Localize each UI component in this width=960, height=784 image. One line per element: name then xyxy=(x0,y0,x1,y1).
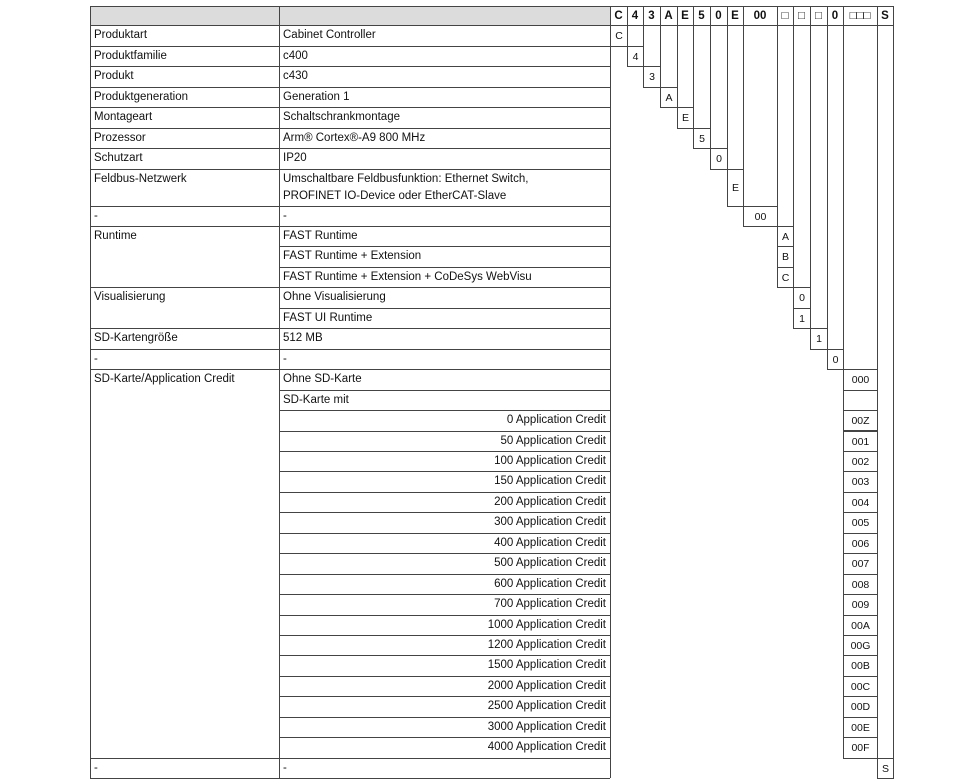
order-code-cell: 00F xyxy=(843,737,878,758)
value-row-border xyxy=(279,574,610,575)
value-row-border xyxy=(279,66,610,67)
label-row-border xyxy=(90,369,279,370)
order-code-cell: 1 xyxy=(810,328,828,349)
row-label: Prozessor xyxy=(94,131,146,144)
order-code-cell: 004 xyxy=(843,492,878,513)
header-code-8: 00 xyxy=(753,10,767,22)
header-bottom-border xyxy=(90,25,894,26)
row-label: Feldbus-Netzwerk xyxy=(94,172,187,185)
label-row-border xyxy=(90,169,279,170)
value-row-border xyxy=(279,594,610,595)
value-row-border xyxy=(279,206,610,207)
value-row-border xyxy=(279,328,610,329)
row-value-line2: PROFINET IO-Device oder EtherCAT-Slave xyxy=(283,189,507,202)
order-code-cell: 007 xyxy=(843,553,878,574)
row-value: 100 Application Credit xyxy=(494,454,606,467)
header-mid-divider xyxy=(279,6,280,25)
order-code-cell: 0 xyxy=(710,148,728,170)
row-label: SD-Kartengröße xyxy=(94,332,178,345)
row-value: 300 Application Credit xyxy=(494,516,606,529)
order-code-cell: 002 xyxy=(843,451,878,472)
header-col-divider xyxy=(677,6,678,25)
row-value: 3000 Application Credit xyxy=(487,720,606,733)
value-row-border xyxy=(279,46,610,47)
order-code-cell: 4 xyxy=(627,46,644,68)
row-value: 150 Application Credit xyxy=(494,475,606,488)
header-col-divider xyxy=(827,6,828,25)
value-row-border xyxy=(279,492,610,493)
row-value: c400 xyxy=(283,49,308,62)
order-code-cell: 008 xyxy=(843,574,878,595)
header-code-5: 5 xyxy=(698,10,705,22)
order-code-cell: 00D xyxy=(843,696,878,717)
order-code-cell: 00B xyxy=(843,655,878,676)
row-value: Arm® Cortex®-A9 800 MHz xyxy=(283,131,426,144)
header-col-divider xyxy=(843,6,844,25)
label-row-border xyxy=(90,287,279,288)
order-code-cell: E xyxy=(677,107,694,129)
value-row-border xyxy=(279,615,610,616)
header-col-divider xyxy=(660,6,661,25)
order-code-cell: 003 xyxy=(843,471,878,492)
value-row-border xyxy=(279,737,610,738)
order-code-cell: 001 xyxy=(843,431,878,452)
header-code-0: C xyxy=(614,10,623,22)
value-row-border xyxy=(279,635,610,636)
label-row-border xyxy=(90,206,279,207)
order-code-cell: 00Z xyxy=(843,410,878,431)
value-row-border xyxy=(279,349,610,350)
value-row-border xyxy=(279,696,610,697)
header-code-1: 4 xyxy=(631,10,639,22)
order-code-cell: E xyxy=(727,169,744,207)
value-row-border xyxy=(279,717,610,718)
row-value: 0 Application Credit xyxy=(506,414,606,427)
row-value: c430 xyxy=(283,70,308,82)
label-row-border xyxy=(90,148,279,149)
row-value: Umschaltbare Feldbusfunktion: Ethernet Switch, xyxy=(283,172,529,185)
row-value: 400 Application Credit xyxy=(494,536,606,549)
label-row-border xyxy=(90,66,279,67)
label-row-border xyxy=(90,46,279,47)
value-row-border xyxy=(279,471,610,472)
row-label: Schutzart xyxy=(94,152,143,164)
order-code-cell: 3 xyxy=(643,66,661,88)
row-value: IP20 xyxy=(283,152,307,164)
header-left-border xyxy=(90,6,91,25)
header-code-14: S xyxy=(881,10,889,22)
row-value: 512 MB xyxy=(283,332,323,345)
header-code-7: E xyxy=(731,10,739,22)
row-value: Ohne SD-Karte xyxy=(283,373,362,386)
row-label: - xyxy=(94,352,98,365)
row-label: Produkt xyxy=(94,70,134,82)
label-row-border xyxy=(90,87,279,88)
header-code-4: E xyxy=(681,10,689,22)
value-row-border xyxy=(279,451,610,452)
header-col-divider xyxy=(877,6,878,25)
row-value: Schaltschrankmontage xyxy=(283,111,400,123)
order-code-cell: C xyxy=(777,267,794,288)
row-value: 200 Application Credit xyxy=(494,495,606,508)
label-row-border xyxy=(90,349,279,350)
row-value: - xyxy=(283,352,287,365)
code-col-line xyxy=(893,25,894,778)
header-col-divider xyxy=(627,6,628,25)
label-row-border xyxy=(90,128,279,129)
order-code-cell: B xyxy=(777,246,794,267)
order-code-cell: 00 xyxy=(743,206,778,228)
order-code-cell: 006 xyxy=(843,533,878,554)
row-value: FAST Runtime + Extension xyxy=(283,250,422,263)
order-code-cell: 00C xyxy=(843,676,878,697)
row-value: 4000 Application Credit xyxy=(487,741,606,754)
value-row-border xyxy=(279,758,610,759)
header-code-6: 0 xyxy=(715,10,722,22)
row-label: Produktfamilie xyxy=(94,49,167,62)
row-value: 2000 Application Credit xyxy=(487,679,606,692)
row-value: 50 Application Credit xyxy=(500,434,606,447)
header-col-divider xyxy=(777,6,778,25)
header-code-2: 3 xyxy=(648,10,655,22)
header-col-divider xyxy=(710,6,711,25)
order-code-cell: 00G xyxy=(843,635,878,656)
header-top-border xyxy=(90,6,894,7)
header-col-divider xyxy=(810,6,811,25)
row-label: SD-Karte/Application Credit xyxy=(94,373,235,386)
label-row-border xyxy=(90,758,279,759)
order-code-cell: A xyxy=(777,226,794,247)
header-code-11: □ xyxy=(815,10,822,22)
header-code-12: 0 xyxy=(831,10,839,22)
order-code-cell: 5 xyxy=(693,128,711,150)
row-label: Runtime xyxy=(94,230,137,242)
value-row-border xyxy=(279,226,610,227)
order-code-cell: 00A xyxy=(843,615,878,636)
row-value: SD-Karte mit xyxy=(283,393,349,406)
code-col-line xyxy=(827,25,828,369)
row-label: - xyxy=(94,761,98,774)
label-row-border xyxy=(90,226,279,227)
order-code-cell: C xyxy=(610,25,628,47)
label-row-border xyxy=(90,328,279,329)
header-col-divider xyxy=(743,6,744,25)
row-value: 700 Application Credit xyxy=(494,598,606,611)
value-row-border xyxy=(279,655,610,656)
row-value: 1200 Application Credit xyxy=(487,639,606,651)
header-col-divider xyxy=(643,6,644,25)
value-row-border xyxy=(279,287,610,288)
header-col-divider xyxy=(693,6,694,25)
label-row-border xyxy=(90,107,279,108)
row-value: 600 Application Credit xyxy=(494,577,606,590)
value-row-border xyxy=(279,128,610,129)
value-row-border xyxy=(279,169,610,170)
row-label: Visualisierung xyxy=(94,291,166,304)
order-code-empty-cell xyxy=(843,390,878,411)
value-row-border xyxy=(279,267,610,268)
value-row-border xyxy=(279,512,610,513)
value-row-border xyxy=(279,676,610,677)
table-left-border xyxy=(90,25,91,778)
value-row-border xyxy=(279,148,610,149)
row-label: Produktgeneration xyxy=(94,90,188,103)
value-row-border xyxy=(279,533,610,534)
row-value: 1000 Application Credit xyxy=(487,618,606,631)
value-col-divider xyxy=(610,25,611,778)
header-code-3: A xyxy=(664,10,673,22)
row-label: Montageart xyxy=(94,111,153,123)
value-row-border xyxy=(279,246,610,247)
header-col-divider xyxy=(610,6,611,25)
value-row-border xyxy=(279,553,610,554)
row-value: 1500 Application Credit xyxy=(487,659,606,672)
header-col-divider xyxy=(893,6,894,25)
value-row-border xyxy=(279,369,610,370)
value-row-border xyxy=(279,87,610,88)
value-row-border xyxy=(279,107,610,108)
order-code-cell: 00E xyxy=(843,717,878,738)
header-col-divider xyxy=(793,6,794,25)
row-label: - xyxy=(94,209,98,222)
header-band xyxy=(90,6,610,25)
header-code-10: □ xyxy=(798,10,805,22)
value-row-border xyxy=(279,390,610,391)
row-label: Produktart xyxy=(94,29,148,41)
order-code-cell: 009 xyxy=(843,594,878,615)
order-code-cell: 1 xyxy=(793,308,811,329)
row-value: FAST Runtime + Extension + CoDeSys WebVisu xyxy=(283,270,532,283)
order-code-cell: 000 xyxy=(843,369,878,390)
row-value: - xyxy=(283,209,287,222)
row-value: FAST Runtime xyxy=(283,230,358,242)
value-row-border xyxy=(279,410,610,411)
order-code-cell: A xyxy=(660,87,678,109)
row-value: - xyxy=(283,761,287,774)
row-value: Ohne Visualisierung xyxy=(283,291,386,304)
value-row-border xyxy=(279,308,610,309)
order-code-cell: 0 xyxy=(793,287,811,308)
header-code-9: □ xyxy=(781,10,789,22)
value-row-border xyxy=(279,778,610,779)
row-value: FAST UI Runtime xyxy=(283,311,373,324)
header-code-13: □□□ xyxy=(849,10,871,22)
order-code-cell: 0 xyxy=(827,349,844,370)
value-row-border xyxy=(279,431,610,432)
label-row-border xyxy=(90,778,279,779)
order-code-cell: 005 xyxy=(843,512,878,533)
header-col-divider xyxy=(727,6,728,25)
row-value: 500 Application Credit xyxy=(494,557,606,570)
row-value: Cabinet Controller xyxy=(283,29,376,41)
row-value: Generation 1 xyxy=(283,90,350,103)
row-value: 2500 Application Credit xyxy=(487,700,606,713)
order-code-cell: S xyxy=(877,758,894,779)
